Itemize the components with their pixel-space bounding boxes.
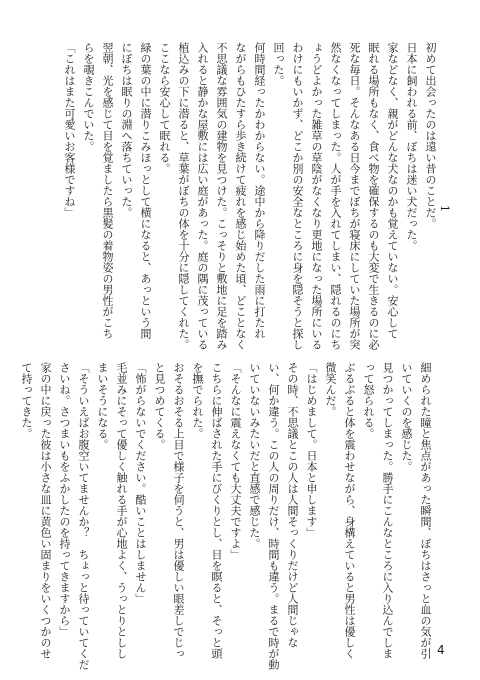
text-line: ょうどよかった雑草の草陰がなくなり更地になった場所にいる (310, 42, 323, 350)
page-number: 4 (437, 643, 445, 657)
text-line: いていないみたいだと直感で感じた。 (248, 362, 261, 549)
text-line: 見つかってしまった。勝手にこんなところに入り込んでしま (381, 362, 394, 659)
text-line: 初めて出会ったのは遠い昔のことだ。 (424, 42, 437, 229)
text-line: 「これはまた可愛いお客様ですね」 (63, 42, 76, 218)
text-line: 家などなく、親がどんな犬なのかも覚えていない。安心して (386, 42, 399, 339)
text-line: 「はじめまして。日本と申します」 (305, 362, 318, 538)
text-line: って怒られる。 (362, 362, 375, 439)
text-line: 死な毎日。そんなある日今までぼちが寝床にしていた場所が突 (348, 42, 361, 350)
text-line: 何時間経ったかわからない。途中から降りだした雨に打たれ (253, 42, 266, 339)
text-line: 入れると静かな屋敷には広い庭があった。庭の隅に茂っている (196, 42, 209, 350)
text-line: 眠れる場所もなく、食べ物を確保するのも大変で生きるのに必 (367, 42, 380, 350)
text-line: 植込みの下に潜ると、草葉がぼちの体を十分に隠してくれた。 (177, 42, 190, 350)
text-line: その時、不思議とこの人は人間そっくりだけど人間じゃな (286, 362, 299, 648)
text-line: いていくのを感じた。 (400, 362, 413, 472)
text-line: まいそうになる。 (96, 362, 109, 450)
text-line: 日本に飼われる前、ぼちは迷い犬だった。 (405, 42, 418, 251)
text-line: 不思議な雰囲気の建物を見つけた。こっそりと敷地に足を踏み (215, 42, 228, 350)
text-line: て持ってきた。 (20, 362, 33, 439)
text-line: ぶるぶると体を震わせながら、身構えていると男性は優しく (343, 362, 356, 659)
chapter-number: 1 (438, 205, 451, 212)
text-line: ここなら安心して眠れる。 (158, 42, 171, 174)
text-line: 毛並みにそって優しく触れる手が心地よく、うっとりとしし (115, 362, 128, 659)
text-block-bottom (20, 362, 435, 670)
text-line: 「怖がらないでください。酷いことはしません」 (134, 362, 147, 604)
text-line: らを覗きこんでいた。 (82, 42, 95, 152)
text-block-top (50, 42, 440, 350)
text-line: 然なくなってしまった。人が手を入れてしまい、隠れるのにち (329, 42, 342, 350)
text-line: 回った。 (272, 42, 285, 86)
text-line: こちらに伸ばされた手にびくりとし、目を瞑ると、そっと頭 (210, 362, 223, 659)
text-line: と見つめてくる。 (153, 362, 166, 450)
text-line: を撫でられた。 (191, 362, 204, 439)
text-line: い、何か違う。この人の周りだけ、時間も違う。まるで時が動 (267, 362, 280, 670)
text-line: 「そういえばお腹空いてませんか？ ちょっと待っていてくだ (77, 362, 90, 670)
text-line: 微笑んだ。 (324, 362, 337, 417)
text-line: ながらもひたすら歩き続けて疲れを感じ始めた頃、どことなく (234, 42, 247, 350)
text-line: おそるおそる上目で様子を伺うと、男は優しい眼差しでじっ (172, 362, 185, 659)
text-line: 緑の葉の中に潜りこみほっとして横になると、あっという間 (139, 42, 152, 339)
text-line: 翌朝、光を感じて目を覚ましたら黒髪の着物姿の男性がこち (101, 42, 114, 339)
text-line: わけにもいかず、どこか別の安全なところに身を隠そうと探し (291, 42, 304, 350)
text-line: 家の中に戻った彼は小さな皿に黄色い固まりをいくつかのせ (39, 362, 52, 659)
text-line: さいね。さつまいもをふかしたのを持ってきますから」 (58, 362, 71, 637)
text-line: 細められた瞳と焦点があった瞬間、ぼちはさっと血の気が引 (419, 362, 432, 659)
text-line: にぼちは眠りの淵へ落ちていった。 (120, 42, 133, 218)
text-line: 「そんなに震えなくても大丈夫ですよ」 (229, 362, 242, 560)
